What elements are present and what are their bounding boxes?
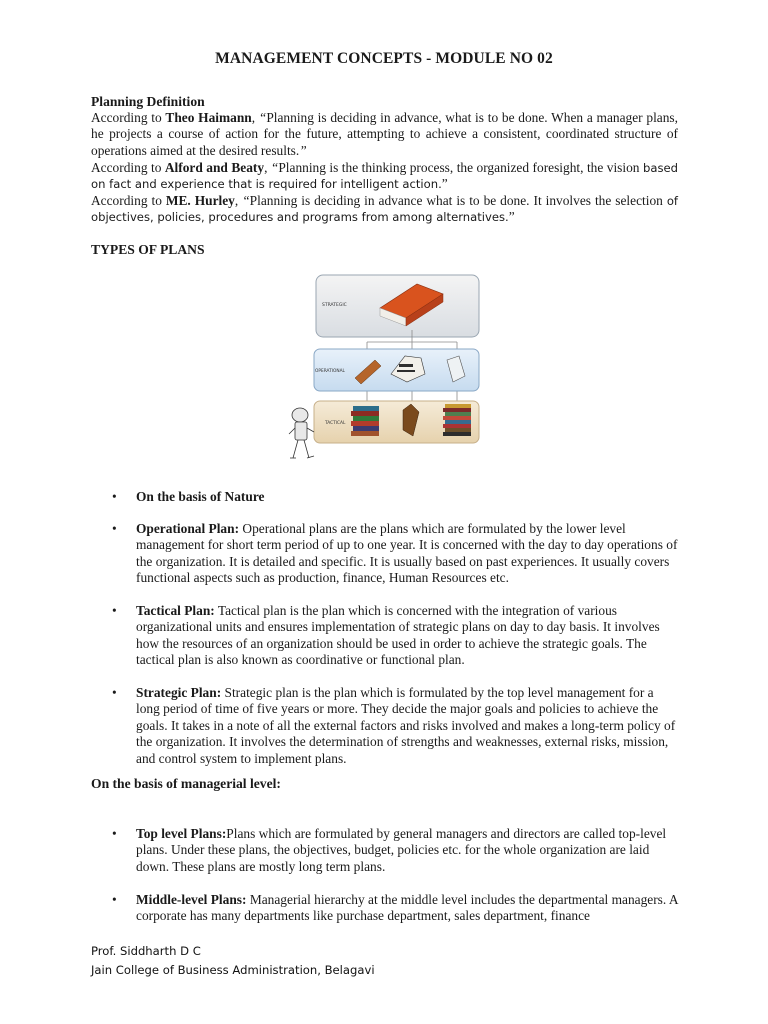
types-of-plans-heading: TYPES OF PLANS [91, 242, 205, 257]
page-title: MANAGEMENT CONCEPTS - MODULE NO 02 [215, 50, 553, 67]
figure-icon [289, 408, 314, 458]
definition-haimann: According to Theo Haimann, “Planning is deciding in advance, what is to be done. When a manager plans, he projects a course of action for the future, attempting to achieve a consistent, coordinated structure of operations aimed at the desired results.” [91, 110, 678, 158]
definition-alford-beaty: According to Alford and Beaty, “Planning is the thinking process, the organized foresight, the vision based on fact and experience that is required for intelligent action.” [91, 160, 678, 192]
bullet-dot: • [112, 489, 117, 504]
plan-levels-diagram [287, 270, 483, 466]
author-haimann: Theo Haimann [165, 110, 252, 125]
planning-definition-heading: Planning Definition [91, 94, 205, 109]
bullet-dot: • [112, 521, 117, 536]
author-alford-beaty: Alford and Beaty [164, 160, 265, 175]
tactical-label: TACTICAL [325, 421, 346, 426]
operational-label: OPERATIONAL [315, 369, 345, 374]
tactical-books-icon [351, 404, 471, 436]
footer-author: Prof. Siddharth D C [91, 944, 201, 958]
bullet-dot: • [112, 685, 117, 700]
bullet-dot: • [112, 892, 117, 907]
definition-hurley: According to ME. Hurley, “Planning is deciding in advance what is to be done. It involves the selection of objectives, policies, procedures and programs from among alternatives.” [91, 193, 678, 225]
document-page: MANAGEMENT CONCEPTS - MODULE NO 02 Planning Definition According to Theo Haimann, “Planning is deciding in advance, what is to be done. When a manager plans, he projects a course of action for the future, attempting to achieve a consistent, coordinated structure of operations aimed at the desired results.” According to Alford and Beaty, “Planning is the thinking process, the organized foresight, the vision based on fact and experience that is required for intelligent action.” According to ME. Hurley, “Planning is deciding in advance what is to be done. It involves the selection of objectives, policies, procedures and programs from among alternatives.” TYPES OF PLANS STRATEGIC OPERATIONAL TACTICAL • On the basis of Nature • Operational Plan: Operational plans are the plans which are formulated by the lower level management for short term period of up to one year. It is concerned with the day to day operations of the organization. It is detailed and specific. It is usually based on past experiences. It usually covers functional aspects such as production, finance, Human Resources etc. • Tactical Plan: Tactical plan is the plan which is concerned with the integration of various organizational units and ensures implementation of strategic plans on day to day basis. It involves how the resources of an organization should be used in order to achieve the strategic goals. The tactical plan is also known as coordinative or functional plan. • Strategic Plan: Strategic plan is the plan which is formulated by the top level management for a long period of time of five years or more. They decide the major goals and policies to achieve the goals. It takes in a note of all the external factors and risks involved and makes a long-term policy of the organization. It involves the determination of strengths and weaknesses, external risks, mission, and control system to implement plans. On the basis of managerial level: • Top level Plans:Plans which are formulated by general managers and directors are called top-level plans. Under these plans, the objectives, budget, policies etc. for the whole organization are laid down. These plans are mostly long term plans. • Middle-level Plans: Managerial hierarchy at the middle level includes the departmental managers. A corporate has many departments like purchase department, sales department, finance Prof. Siddharth D C Jain College of Business Administration, Belagavi [0, 0, 768, 1024]
strategic-label: STRATEGIC [322, 303, 347, 308]
managerial-level-heading: On the basis of managerial level: [91, 776, 281, 791]
author-hurley: ME. Hurley [165, 193, 235, 208]
bullet-dot: • [112, 603, 117, 618]
footer-institution: Jain College of Business Administration, Belagavi [91, 963, 375, 977]
bullet-dot: • [112, 826, 117, 841]
